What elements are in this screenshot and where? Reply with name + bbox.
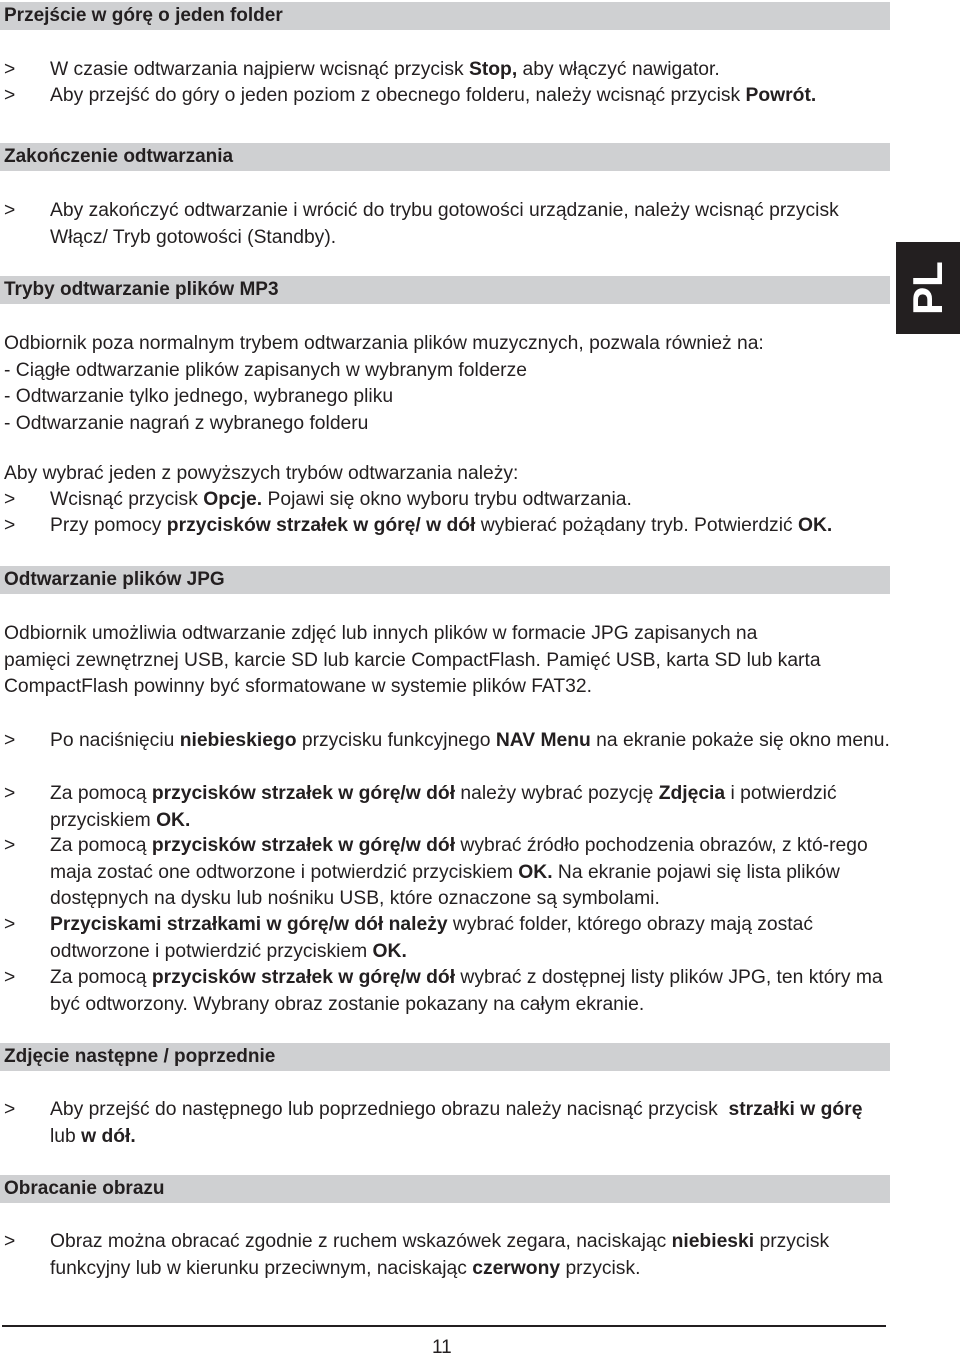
list-item: > Po naciśnięciu niebieskiego przycisku funkcyjnego NAV Menu na ekranie pokaże się okno menu.	[0, 728, 890, 755]
section-header-mp3-modes: Tryby odtwarzanie plików MP3	[0, 276, 890, 304]
language-tab: PL	[896, 242, 960, 334]
list-item: > Aby przejść do góry o jeden poziom z obecnego folderu, należy wcisnąć przycisk Powrót.	[0, 83, 890, 110]
intro-paragraph: Odbiornik poza normalnym trybem odtwarzania plików muzycznych, pozwala również na: - Ciągłe odtwarzanie plików zapisanych w wybranym folderze - Odtwarzanie tylko jednego, wybranego pliku - Odtwarzanie nagrań z wybranego folderu	[4, 333, 764, 434]
bullet-marker: >	[4, 730, 16, 751]
section-header-up-folder: Przejście w górę o jeden folder	[0, 2, 890, 30]
list-item: > W czasie odtwarzania najpierw wcisnąć przycisk Stop, aby włączyć nawigator.	[0, 57, 890, 84]
bullet-marker: >	[4, 200, 16, 221]
bullet-marker: >	[4, 85, 16, 106]
bullet-marker: >	[4, 914, 16, 935]
page-number: 11	[432, 1337, 452, 1358]
list-item: > Za pomocą przycisków strzałek w górę/w dół wybrać źródło pochodzenia obrazów, z któ-rego maja zostać one odtworzone i potwierdzić przyciskiem OK. Na ekranie pojawi się lista plików dostępnych na dysku lub nośniku USB, które oznaczone są symbolami.	[4, 835, 868, 909]
bullet-marker: >	[4, 783, 16, 804]
bullet-marker: >	[4, 489, 16, 510]
section-header-jpg-playback: Odtwarzanie plików JPG	[0, 566, 890, 594]
list-item: > Przy pomocy przycisków strzałek w górę/ w dół wybierać pożądany tryb. Potwierdzić OK.	[0, 513, 890, 540]
section-header-stop-playback: Zakończenie odtwarzania	[0, 143, 890, 171]
bullet-marker: >	[4, 835, 16, 856]
list-item: > Obraz można obracać zgodnie z ruchem wskazówek zegara, naciskając niebieski przycisk funkcyjny lub w kierunku przeciwnym, naciskając czerwony przycisk.	[4, 1231, 830, 1279]
bullet-marker: >	[4, 515, 16, 536]
list-item: > Za pomocą przycisków strzałek w górę/w dół wybrać z dostępnej listy plików JPG, ten który ma być odtworzony. Wybrany obraz zostanie pokazany na całym ekranie.	[4, 967, 883, 1015]
bullet-marker: >	[4, 1099, 16, 1120]
bullet-marker: >	[4, 967, 16, 988]
list-item: > Za pomocą przycisków strzałek w górę/w dół należy wybrać pozycję Zdjęcia i potwierdzić przyciskiem OK.	[4, 783, 837, 831]
bullet-marker: >	[4, 59, 16, 80]
list-item: > Aby przejść do następnego lub poprzedniego obrazu należy nacisnąć przycisk strzałki w górę lub w dół.	[4, 1099, 868, 1147]
intro-paragraph: Odbiornik umożliwia odtwarzanie zdjęć lub innych plików w formacie JPG zapisanych na pamięci zewnętrznej USB, karcie SD lub karcie CompactFlash. Pamięć USB, karta SD lub karta CompactFlash powinny być sformatowane w systemie plików FAT32.	[4, 623, 821, 697]
bullet-marker: >	[4, 1231, 16, 1252]
list-item: > Wcisnąć przycisk Opcje. Pojawi się okno wyboru trybu odtwarzania.	[0, 487, 890, 514]
list-item: > Przyciskami strzałkami w górę/w dół należy wybrać folder, którego obrazy mają zostać odtworzone i potwierdzić przyciskiem OK.	[4, 914, 814, 962]
lead-text: Aby wybrać jeden z powyższych trybów odtwarzania należy:	[4, 463, 519, 484]
footer-rule	[2, 1325, 886, 1327]
list-item: > Aby zakończyć odtwarzanie i wrócić do trybu gotowości urządzanie, należy wcisnąć przycisk Włącz/ Tryb gotowości (Standby).	[4, 200, 839, 248]
section-header-next-prev: Zdjęcie następne / poprzednie	[0, 1043, 890, 1071]
section-header-rotate: Obracanie obrazu	[0, 1175, 890, 1203]
